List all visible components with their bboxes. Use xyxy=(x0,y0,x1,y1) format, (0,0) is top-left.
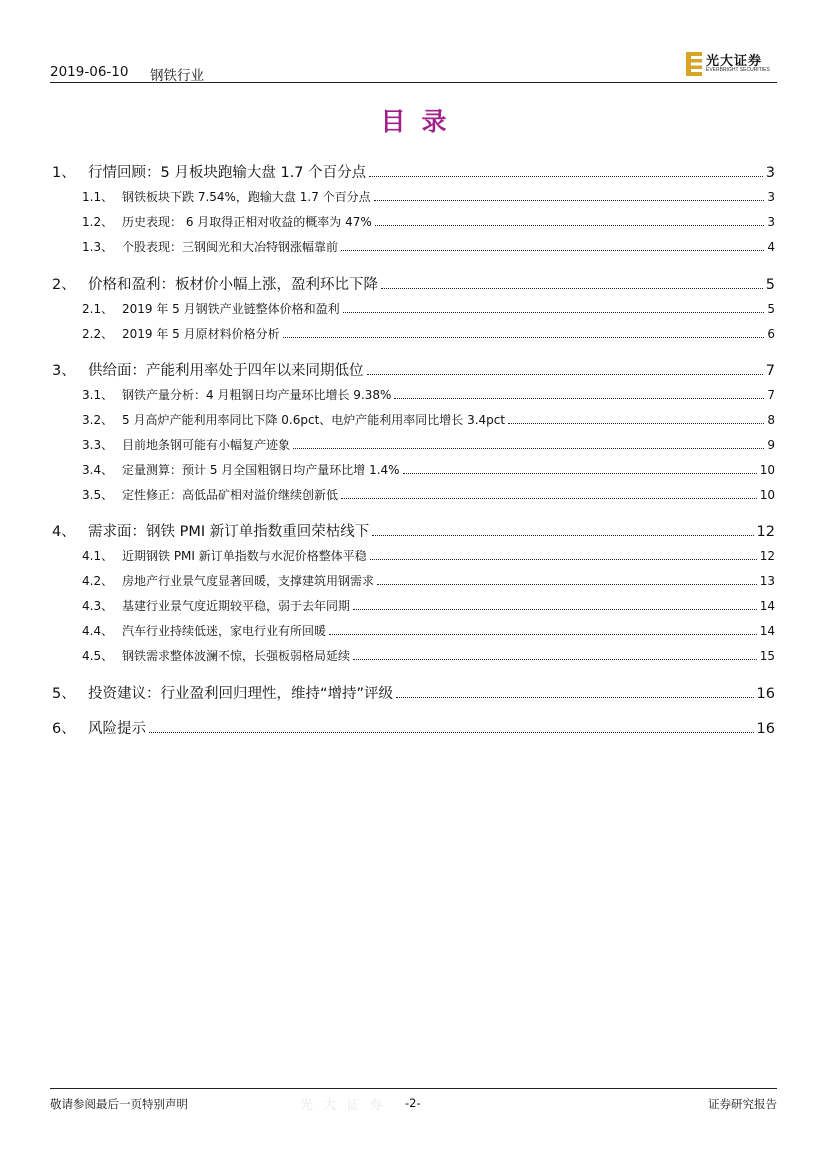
toc-entry-number: 3、 xyxy=(52,363,76,379)
toc-entry-title: 行情回顾：5 月板块跑输大盘 1.7 个百分点 xyxy=(88,165,367,181)
toc-entry-number: 1.1、 xyxy=(82,190,114,204)
report-date: 2019-06-10 xyxy=(50,64,129,80)
toc-section-entry[interactable] xyxy=(82,386,775,403)
toc-leader-dots xyxy=(293,448,764,449)
toc-leader-dots xyxy=(341,250,764,251)
toc-leader-dots xyxy=(149,732,754,733)
toc-entry-page: 16 xyxy=(756,721,775,737)
toc-entry-page: 14 xyxy=(759,624,775,638)
toc-entry-page: 4 xyxy=(767,240,775,254)
toc-entry-number: 4.3、 xyxy=(82,599,114,613)
toc-entry-title: 定性修正：高低品矿相对溢价继续创新低 xyxy=(122,488,339,502)
page-number: -2- xyxy=(405,1096,421,1110)
toc-entry-number: 1.3、 xyxy=(82,240,114,254)
toc-section-entry[interactable] xyxy=(82,238,775,255)
toc-section-entry[interactable] xyxy=(82,622,775,639)
toc-leader-dots xyxy=(403,473,757,474)
toc-entry-page: 16 xyxy=(756,686,775,702)
toc-leader-dots xyxy=(377,584,757,585)
toc-title: 目录 xyxy=(380,107,463,136)
toc-entry-number: 3.4、 xyxy=(82,463,114,477)
toc-entry-page: 13 xyxy=(759,574,775,588)
toc-entry-title: 钢铁板块下跌 7.54%，跑输大盘 1.7 个百分点 xyxy=(122,190,371,204)
watermark: 光 大 证 券 xyxy=(300,1098,386,1113)
toc-entry-title: 2019 年 5 月钢铁产业链整体价格和盈利 xyxy=(122,302,340,316)
toc-leader-dots xyxy=(396,697,754,698)
toc-entry-number: 3.1、 xyxy=(82,388,114,402)
toc-entry-title: 风险提示 xyxy=(88,721,146,737)
toc-entry-number: 2.1、 xyxy=(82,302,114,316)
toc-entry-page: 8 xyxy=(767,413,775,427)
toc-entry-title: 个股表现：三钢闽光和大冶特钢涨幅靠前 xyxy=(122,240,339,254)
toc-entry-number: 6、 xyxy=(52,721,76,737)
toc-leader-dots xyxy=(370,559,757,560)
toc-entry-page: 5 xyxy=(765,277,775,293)
toc-entry-page: 10 xyxy=(759,463,775,477)
toc-entry-page: 7 xyxy=(767,388,775,402)
toc-chapter-entry[interactable] xyxy=(52,717,775,738)
toc-chapter-entry[interactable] xyxy=(52,682,775,703)
toc-leader-dots xyxy=(394,398,764,399)
toc-section-entry[interactable] xyxy=(82,572,775,589)
toc-leader-dots xyxy=(372,535,753,536)
toc-leader-dots xyxy=(381,288,763,289)
toc-entry-number: 3.3、 xyxy=(82,438,114,452)
toc-entry-page: 3 xyxy=(767,215,775,229)
logo-chinese-name: 光大证券 xyxy=(706,54,763,69)
toc-entry-title: 近期钢铁 PMI 新订单指数与水泥价格整体平稳 xyxy=(122,549,367,563)
toc-entry-page: 12 xyxy=(759,549,775,563)
toc-entry-number: 4.1、 xyxy=(82,549,114,563)
toc-entry-title: 价格和盈利：板材价小幅上涨，盈利环比下降 xyxy=(88,277,378,293)
toc-chapter-entry[interactable] xyxy=(52,520,775,541)
toc-entry-title: 供给面：产能利用率处于四年以来同期低位 xyxy=(88,363,364,379)
toc-entry-title: 汽车行业持续低迷，家电行业有所回暖 xyxy=(122,624,327,638)
toc-entry-number: 2.2、 xyxy=(82,327,114,341)
toc-entry-page: 9 xyxy=(767,438,775,452)
toc-chapter-entry[interactable] xyxy=(52,359,775,380)
toc-entry-title: 5 月高炉产能利用率同比下降 0.6pct、电炉产能利用率同比增长 3.4pct xyxy=(122,413,506,427)
toc-entry-title: 历史表现： 6 月取得正相对收益的概率为 47% xyxy=(122,215,372,229)
footer-divider xyxy=(50,1088,777,1089)
toc-entry-page: 14 xyxy=(759,599,775,613)
toc-entry-number: 2、 xyxy=(52,277,76,293)
toc-section-entry[interactable] xyxy=(82,486,775,503)
toc-entry-page: 15 xyxy=(759,649,775,663)
toc-leader-dots xyxy=(374,200,765,201)
toc-leader-dots xyxy=(329,634,757,635)
toc-entry-page: 6 xyxy=(767,327,775,341)
toc-section-entry[interactable] xyxy=(82,300,775,317)
toc-chapter-entry[interactable] xyxy=(52,273,775,294)
toc-entry-page: 3 xyxy=(765,165,775,181)
toc-entry-number: 4.4、 xyxy=(82,624,114,638)
toc-entry-title: 投资建议：行业盈利回归理性，维持“增持”评级 xyxy=(88,686,394,702)
toc-chapter-entry[interactable] xyxy=(52,161,775,182)
footer-report-type: 证券研究报告 xyxy=(708,1097,777,1111)
toc-leader-dots xyxy=(343,312,765,313)
toc-leader-dots xyxy=(353,659,757,660)
toc-entry-page: 3 xyxy=(767,190,775,204)
toc-section-entry[interactable] xyxy=(82,547,775,564)
toc-section-entry[interactable] xyxy=(82,188,775,205)
toc-entry-number: 3.5、 xyxy=(82,488,114,502)
toc-entry-title: 2019 年 5 月原材料价格分析 xyxy=(122,327,280,341)
toc-entry-title: 目前地条钢可能有小幅复产迹象 xyxy=(122,438,291,452)
toc-entry-title: 基建行业景气度近期较平稳，弱于去年同期 xyxy=(122,599,351,613)
toc-entry-number: 1.2、 xyxy=(82,215,114,229)
logo-english-name: EVERBRIGHT SECURITIES xyxy=(706,67,770,73)
toc-entry-number: 4.2、 xyxy=(82,574,114,588)
toc-section-entry[interactable] xyxy=(82,213,775,230)
toc-entry-number: 3.2、 xyxy=(82,413,114,427)
toc-section-entry[interactable] xyxy=(82,647,775,664)
toc-section-entry[interactable] xyxy=(82,461,775,478)
toc-entry-number: 4.5、 xyxy=(82,649,114,663)
toc-leader-dots xyxy=(367,374,763,375)
toc-entry-page: 5 xyxy=(767,302,775,316)
toc-section-entry[interactable] xyxy=(82,597,775,614)
toc-entry-page: 7 xyxy=(765,363,775,379)
toc-entry-title: 定量测算：预计 5 月全国粗钢日均产量环比增 1.4% xyxy=(122,463,400,477)
toc-entry-title: 钢铁需求整体波澜不惊，长强板弱格局延续 xyxy=(122,649,351,663)
toc-entry-number: 4、 xyxy=(52,524,76,540)
toc-section-entry[interactable] xyxy=(82,325,775,342)
industry-label: 钢铁行业 xyxy=(150,68,204,84)
toc-leader-dots xyxy=(508,423,764,424)
toc-leader-dots xyxy=(369,176,763,177)
toc-entry-page: 10 xyxy=(759,488,775,502)
toc-leader-dots xyxy=(353,609,757,610)
toc-entry-page: 12 xyxy=(756,524,775,540)
footer-disclaimer: 敬请参阅最后一页特别声明 xyxy=(50,1097,188,1111)
toc-entry-title: 需求面：钢铁 PMI 新订单指数重回荣枯线下 xyxy=(88,524,370,540)
toc-section-entry[interactable] xyxy=(82,436,775,453)
toc-leader-dots xyxy=(375,225,765,226)
toc-entry-number: 1、 xyxy=(52,165,76,181)
toc-leader-dots xyxy=(283,337,765,338)
toc-entry-title: 房地产行业景气度显著回暖，支撑建筑用钢需求 xyxy=(122,574,375,588)
toc-section-entry[interactable] xyxy=(82,411,775,428)
toc-entry-number: 5、 xyxy=(52,686,76,702)
toc-entry-title: 钢铁产量分析：4 月粗钢日均产量环比增长 9.38% xyxy=(122,388,392,402)
toc-leader-dots xyxy=(341,498,757,499)
